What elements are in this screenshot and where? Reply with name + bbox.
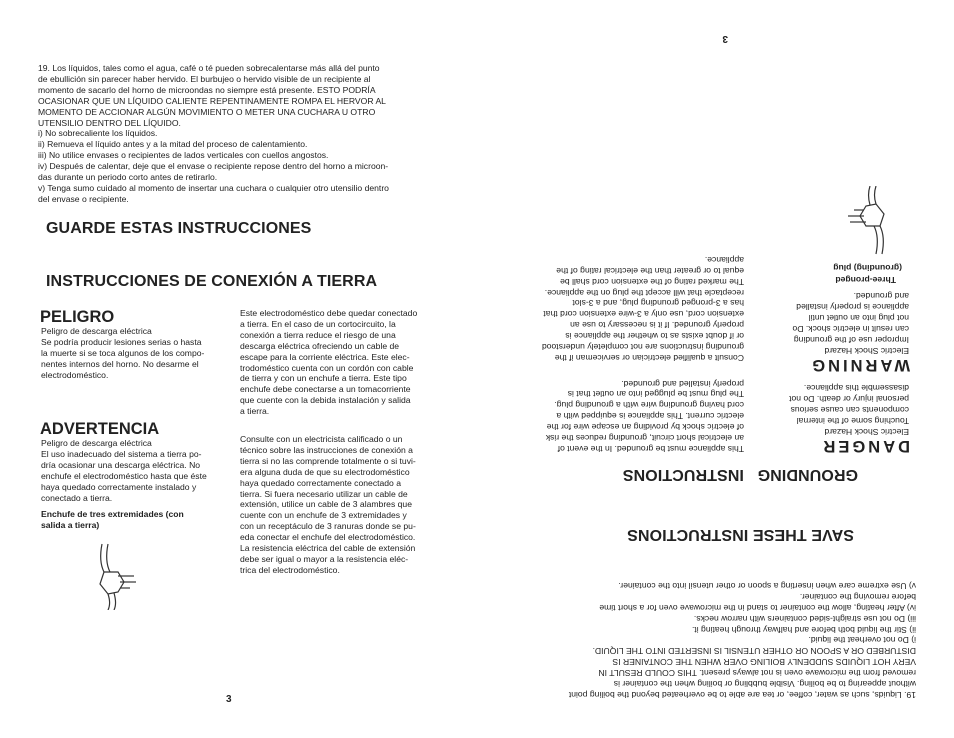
english-page-rotated — [477, 0, 954, 738]
peligro-text: Peligro de descarga eléctrica Se podría producir lesiones serias o hasta la muerte si se toca algunos de los compo- nentes internos del horno. No desarme el electrodoméstico. — [41, 326, 205, 380]
plug-caption-line2: (grounding) plug — [833, 263, 902, 273]
page-number-en: 3 — [722, 33, 728, 44]
warning-title: WARNING — [809, 356, 910, 374]
advertencia-title: ADVERTENCIA — [40, 420, 160, 438]
grounding-instructions-heading: INSTRUCCIONES DE CONEXIÓN A TIERRA — [46, 273, 378, 290]
advertencia-text: Peligro de descarga eléctrica El uso inadecuado del sistema a tierra po- dría ocasionar una descarga eléctrica. No enchufe el electrodoméstico hasta que éste haya quedado correctamente instalado y conectado a tierra. — [41, 438, 207, 503]
danger-title: DANGER — [820, 437, 910, 455]
page-number: 3 — [226, 694, 232, 705]
grounding-paragraph-1-en: This appliance must be grounded. In the event of an electrical short circuit, grounding reduces the risk of electric shock by providing an escape wire for the electric current. This appliance is equipped with a cord having grounding wire with a grounding plug. The plug must be plugged into an outlet that is properly installed and grounded. — [545, 378, 744, 454]
grounding-paragraph-2: Consulte con un electricista calificado o un técnico sobre las instrucciones de conexión a tierra si no las comprende totalmente o si tuvi- era alguna duda de que su electrodoméstico haya quedado correctamente conectado a tierra. Si fuera necesario utilizar un cable de extensión, utilice un cable de 3 alambres que cuente con un enchufe de 3 extremidades y con un receptáculo de 3 ranuras donde se pu- eda conectar el enchufe del electrodoméstico. La resistencia eléctrica del cable de extensión debe ser igual o mayor a la resistencia eléc- trica del electrodoméstico. — [240, 434, 416, 575]
danger-text: Electric Shock Hazard Touching some of the internal components can cause serious personal injury or death. Do not disassemble this appliance. — [789, 383, 909, 437]
grounding-paragraph-1: Este electrodoméstico debe quedar conectado a tierra. En el caso de un cortocircuito, la conexión a tierra reduce el riesgo de una descarga eléctrica ofreciendo un cable de escape para la corriente eléctrica. Este elec- trodoméstico cuenta con un cordón con cable de tierra y con un enchufe a tierra. Este tipo enchufe debe conectarse a un tomacorriente que cuente con la debida instalación y salida a tierra. — [240, 308, 418, 417]
warning-text: Electric Shock Hazard Improper use of the grounding can result in electric shock. Do not plug into an outlet until appliance is properly installed and grounded. — [792, 291, 909, 356]
grounding-instructions-heading-en: GROUNDING INSTRUCTIONS — [622, 466, 858, 483]
liquids-warning-text-en: 19. Liquids, such as water, coffee, or tea are able to be overheated beyond the boiling point without appearing to be boiling. Visible bubbling or boiling when the container is removed from the microwave oven is not always present. THIS COULD RESULT IN VERY HOT LIQUIDS SUDDENLY BOILING OVER WHEN THE CONTAINER IS DISTURBED OR A SPOON OR OTHER UTENSIL IS INSERTED INTO THE LIQUID. i) Do not overheat the liquid. ii) Stir the liquid both before and halfway through heating it. iii) Do not use straight-sided containers with narrow necks. iv) After heating, allow the container to stand in the microwave oven for a short time before removing the container. v) Use extreme care when inserting a spoon or other utensil into the container. — [568, 580, 916, 700]
plug-caption: Enchufe de tres extremidades (con salida a tierra) — [41, 509, 184, 530]
save-instructions-heading: GUARDE ESTAS INSTRUCCIONES — [46, 220, 312, 237]
plug-caption-line1: Three-pronged — [835, 275, 896, 285]
three-prong-plug-illustration — [90, 540, 146, 610]
save-instructions-heading-en: SAVE THESE INSTRUCTIONS — [627, 526, 854, 543]
grounding-paragraph-2-en: Consult a qualified electrician or serviceman if the grounding instructions are not completely understood or if doubt exists as to whether the appliance is properly grounded. If it is necessary to use an extension cord, use only a 3-wire extension cord that has a 3-pronged grounding plug, and a 3-slot receptacle that will accept the plug on the appliance. The marked rating of the extension cord shall be equal to or greater than the electrical rating of the appliance. — [541, 254, 744, 363]
three-prong-plug-illustration-en — [838, 186, 894, 258]
liquids-warning-text: 19. Los líquidos, tales como el agua, café o té pueden sobrecalentarse más allá del punto de ebullición sin parecer haber hervido. El burbujeo o hervido visible de un recipiente al momento de sacarlo del horno de microondas no siempre está presente. ESTO PODRÍA OCASIONAR QUE UN LÍQUIDO CALIENTE REPENTINAMENTE ROMPA EL HERVOR AL MOMENTO DE ACCIONAR ALGÚN MOVIMIENTO O METER UNA CUCHARA U OTRO UTENSILIO DENTRO DEL LÍQUIDO. i) No sobrecaliente los líquidos. ii) Remueva el líquido antes y a la mitad del proceso de calentamiento. iii) No utilice envases o recipientes de lados verticales con cuellos angostos. iv) Después de calentar, deje que el envase o recipiente repose dentro del horno a microon- das durante un periodo corto antes de retirarlo. v) Tenga sumo cuidado al momento de insertar una cuchara o cualquier otro utensilio dentro del envase o recipiente. — [38, 63, 389, 204]
peligro-title: PELIGRO — [40, 308, 115, 326]
